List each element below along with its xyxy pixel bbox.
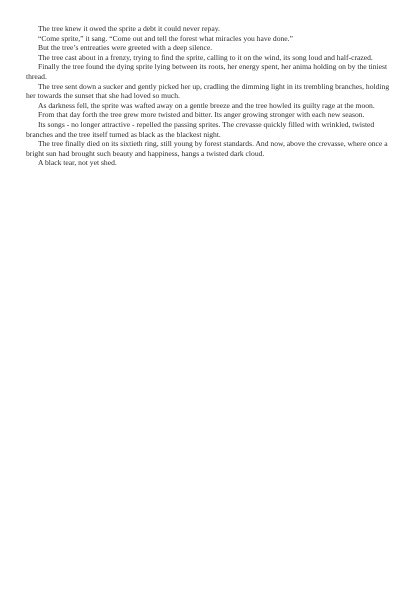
paragraph: The tree finally died on its sixtieth ring, still young by forest standards. And now, above the crevasse, where once a bright sun had brought such beauty and happiness, hangs a twisted dark cloud. (26, 139, 388, 158)
paragraph: The tree cast about in a frenzy, trying to find the sprite, calling to it on the wind, its song loud and half-crazed. (38, 52, 373, 62)
paragraph: Its songs - no longer attractive - repelled the passing sprites. The crevasse quickly filled with wrinkled, twisted branches and the tree itself turned as black as the blackest night. (26, 119, 375, 139)
paragraph: But the tree’s entreaties were greeted with a deep silence. (38, 43, 213, 53)
paragraph: The tree sent down a sucker and gently picked her up, cradling the dimming light in its trembling branches, holding her towards the sunset that she had loved so much. (26, 81, 390, 101)
story-text (26, 24, 398, 168)
paragraph: From that day forth the tree grew more twisted and bitter. Its anger growing stronger with each new season. (38, 110, 365, 120)
paragraph: “Come sprite,” it sang. “Come out and tell the forest what miracles you have done.” (38, 33, 293, 43)
paragraph: Finally the tree found the dying sprite lying between its roots, her energy spent, her anima holding on by the tiniest thread. (26, 62, 388, 81)
paragraph: The tree knew it owed the sprite a debt it could never repay. (38, 24, 220, 33)
paragraph: As darkness fell, the sprite was wafted away on a gentle breeze and the tree howled its guilty rage at the moon. (38, 100, 375, 110)
paragraph: A black tear, not yet shed. (38, 158, 117, 168)
